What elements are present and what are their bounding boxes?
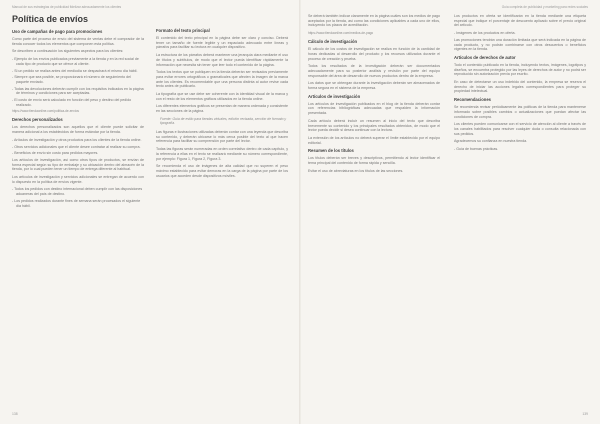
section-heading: Recomendaciones: [454, 97, 492, 103]
reference-url: https://www.tiendaonline.com/politica-de-envios: [12, 109, 79, 114]
paragraph: El cálculo de los costos de investigación se realiza en función de la cantidad de horas dedicadas al desarrollo del producto y los recursos utilizados durante el proceso de creación y prueba.: [308, 47, 440, 61]
list-item: - Beneficios de envío sin costo para pedidos mayores.: [12, 151, 99, 156]
paragraph: Las promociones tendrán una duración limitada que será indicada en la página de cada producto, y no podrán combinarse con otros descuentos o beneficios vigentes en la tienda.: [454, 37, 586, 52]
paragraph: Se deberá también indicar claramente en la página cuáles son los medios de pago aceptados por la tienda, así como las condiciones aplicables a cada uno de ellos, incluyendo los plazos de acreditación.: [308, 14, 440, 28]
list-item: - Guía de buenas prácticas.: [454, 147, 499, 152]
paragraph: Los datos que se obtengan durante la investigación deberán ser almacenados de forma segura en el sistema de la empresa.: [308, 81, 440, 91]
paragraph: Los artículos de investigación, así como otros tipos de productos, se envían de forma especial según su tipo de embalaje y su ubicación dentro del almacén de la tienda, por lo cual pueden tener un tiempo de entrega diferente al habitual.: [12, 157, 144, 172]
page-title: Política de envíos: [12, 14, 89, 24]
list-item: - Ejemplo de los envíos publicados previamente a la tienda y en la red social de cada tipo de producto que se ofrece al cliente.: [12, 57, 139, 66]
list-item: - Los pedidos realizados durante fines de semana serán procesados el siguiente día hábil.: [12, 198, 141, 208]
block-quote: Fuente: Guía de estilo para tiendas virtuales, edición revisada, sección de formato y tipografía.: [160, 116, 287, 126]
paragraph: Cada artículo deberá incluir un resumen al inicio del texto que describa brevemente su contenido y los principales resultados obtenidos, de modo que el lector pueda decidir si desea continuar con la lectura.: [308, 118, 440, 133]
section-heading: Formato del texto principal: [156, 28, 210, 33]
list-item: - Todas las devoluciones deberán cumplir con los requisitos indicados en la página de términos y condiciones para ser aceptadas.: [12, 86, 144, 96]
list-item: - Todos los pedidos con destino internacional deben cumplir con las disposiciones aduaneras del país de destino.: [12, 187, 143, 197]
paragraph: La extensión de los artículos no deberá superar el límite establecido por el equipo editorial.: [308, 135, 440, 145]
paragraph: Las figuras e ilustraciones utilizadas deberán contar con una leyenda que describa su contenido, y deberán ubicarse lo más cerca posible del texto al que hacen referencia para facilitar su comprensión por parte del lector.: [156, 130, 288, 144]
section-heading: Artículos de derechos de autor: [454, 54, 516, 60]
paragraph: Los productos en oferta se identificarán en la tienda mediante una etiqueta especial que indique el porcentaje de descuento aplicado sobre el precio original del artículo.: [454, 14, 586, 28]
list-item: - Otros servicios adicionales que el cliente desee contratar al realizar su compra.: [12, 144, 141, 149]
page-number-left: 138: [12, 412, 18, 416]
left-column-2: [156, 28, 288, 181]
paragraph: Evitar el uso de abreviaturas en los títulos de las secciones.: [308, 168, 404, 173]
running-head-right: Guía completa de publicidad y marketing para redes sociales: [501, 5, 588, 9]
paragraph: Se describen a continuación los siguientes aspectos para los clientes:: [12, 49, 124, 54]
paragraph: Como parte del proceso de envío del sistema de ventas debe el comprador de la tienda conocer todos los elementos que componen esta política.: [12, 37, 144, 46]
right-page: [300, 0, 600, 424]
section-heading: Resumen de los títulos: [308, 148, 354, 154]
paragraph: La estructura de los párrafos deberá mantener una jerarquía clara mediante el uso de títulos y subtítulos, de modo que el lector pueda identificar rápidamente la información que necesita sin tener que leer todo el contenido de la página.: [156, 53, 288, 67]
reference-url: https://www.tiendaonline.com/medios-de-pago: [308, 31, 374, 36]
paragraph: Todos los textos que se publiquen en la tienda deberán ser revisados previamente para evitar errores ortográficos o gramaticales que afecten la imagen de la marca ante los clientes. Es recomendable que una persona distinta al autor revise cada texto antes de publicarlo.: [156, 70, 288, 89]
section-heading: Artículos de investigación: [308, 93, 361, 99]
paragraph: Los diferentes elementos gráficos se presentan de manera ordenada y consistente en las secciones de la página.: [156, 104, 288, 114]
paragraph: En caso de detectarse un uso indebido del contenido, la empresa se reserva el derecho de iniciar las acciones legales correspondientes para proteger su propiedad intelectual.: [454, 80, 586, 94]
section-heading: Derechos personalizados: [12, 117, 63, 123]
right-column-1: [308, 14, 440, 176]
paragraph: Los derechos personalizados son aquellos que el cliente puede solicitar de manera adicional a los establecidos de forma estándar por la tienda.: [12, 125, 144, 135]
paragraph: Todas las figuras serán numeradas en orden correlativo dentro de cada capítulo, y la referencia a ellas en el texto se realizará mediante su número correspondiente, por ejemplo: Figura 1, Figura 2, Figura 3.: [156, 147, 288, 161]
paragraph: Agradecemos su confianza en nuestra tienda.: [454, 139, 528, 144]
page-number-right: 139: [582, 412, 588, 416]
list-item: - Artículos de investigación y otros productos para los clientes de la tienda online.: [12, 137, 142, 142]
list-item: - Imágenes de los productos en oferta.: [454, 31, 516, 36]
section-heading: Cálculo de investigación: [308, 39, 358, 45]
left-column-1: [12, 14, 144, 210]
running-head-left: Manual de sus estrategias de publicidad fidelizar adecuadamente los clientes: [12, 5, 122, 9]
paragraph: Los artículos de investigación publicados en el blog de la tienda deberán contar con referencias bibliográficas adecuadas que respalden la información presentada.: [308, 101, 440, 116]
paragraph: Se recomienda revisar periódicamente las políticas de la tienda para mantenerse informado sobre posibles cambios o actualizaciones que puedan afectar las condiciones de compra.: [454, 105, 586, 119]
list-item: - Si un pedido se realiza antes del mediodía se despachará el mismo día hábil.: [12, 68, 138, 73]
paragraph: Los títulos deberán ser breves y descriptivos, permitiendo al lector identificar el tema principal del contenido de forma rápida y sencilla.: [308, 156, 440, 166]
paragraph: Se recomienda el uso de imágenes de alta calidad que no superen el peso máximo establecido para evitar demoras en la carga de la página por parte de los usuarios que acceden desde dispositivos móviles.: [156, 164, 288, 178]
paragraph: Todo el contenido publicado en la tienda, incluyendo textos, imágenes, logotipos y diseños, se encuentra protegido por las leyes de derechos de autor y no podrá ser reproducido sin autorización previa por escrito.: [454, 62, 586, 77]
list-item: - Siempre que sea posible, se proporcionará el número de seguimiento del paquete enviado.: [12, 75, 131, 84]
section-heading: Uso de campañas de pago para promociones: [12, 29, 103, 34]
right-column-2: [454, 14, 586, 154]
paragraph: Los artículos de investigación y servicios adicionales se entregan de acuerdo con lo dispuesto en la política de envíos vigente.: [12, 175, 144, 184]
paragraph: Todos los resultados de la investigación deberán ser documentados adecuadamente para su posterior análisis y revisión por parte del equipo responsable del área de desarrollo de nuevos productos dentro de la empresa.: [308, 64, 440, 78]
paragraph: La tipografía que se use debe ser coherente con la identidad visual de la marca y con el resto de los elementos gráficos utilizados en la tienda online.: [156, 92, 288, 101]
list-item: - El costo de envío será calculado en función del peso y destino del pedido realizado.: [12, 98, 132, 107]
paragraph: Los clientes pueden comunicarse con el servicio de atención al cliente a través de los canales habilitados para resolver cualquier duda o consulta relacionada con sus pedidos.: [454, 122, 586, 136]
paragraph: El contenido del texto principal en la página debe ser claro y conciso. Deberá tener un tamaño de fuente legible y un espaciado adecuado entre líneas y párrafos para facilitar su lectura en cualquier dispositivo.: [156, 36, 288, 50]
